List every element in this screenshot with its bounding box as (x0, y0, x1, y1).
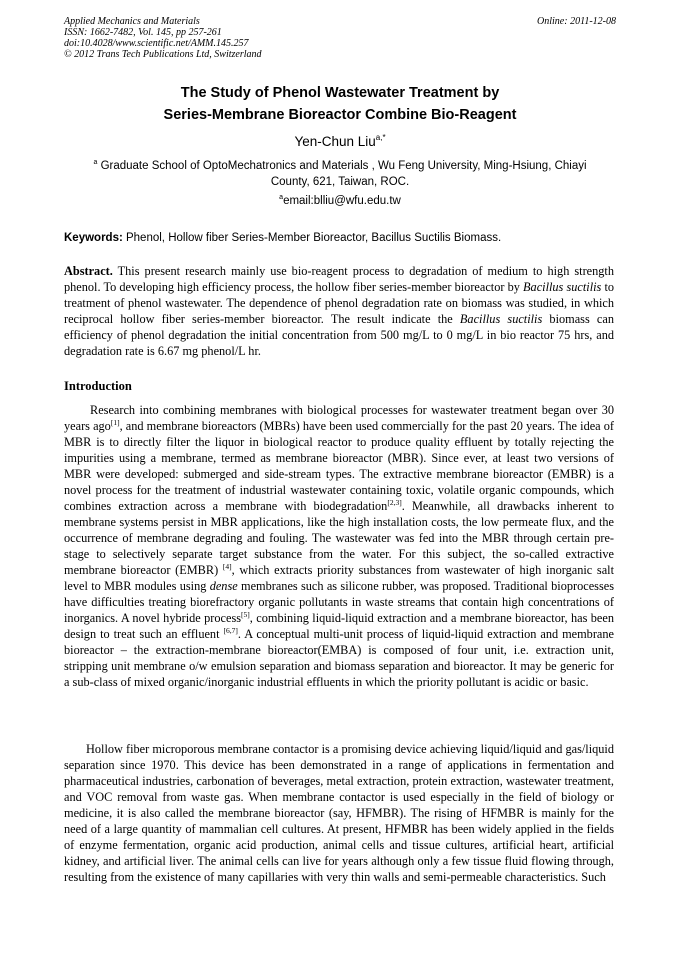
para1-text-5: membranes such as silicone rubber, was proposed. Traditional bioprocesses have difficulties treating biorefractory organic pollutants in waste streams that contain high concentrations of inorganics. A novel hybride process (64, 579, 614, 625)
keywords-label: Keywords: (64, 232, 123, 244)
keywords-line (64, 230, 624, 246)
title-line-2: Series-Membrane Bioreactor Combine Bio-Reagent (163, 107, 517, 123)
email-line (64, 193, 616, 209)
citation-ref[interactable]: [1] (110, 418, 120, 427)
abstract-species-1: Bacillus suctilis (523, 280, 602, 294)
abstract-text-1: This present research mainly use bio-reagent process to degradation of medium to high strength phenol. To developing high efficiency process, the hollow fiber series-member bioreactor by (64, 264, 614, 294)
intro-paragraph-2: Hollow fiber microporous membrane contactor is a promising device achieving liquid/liquid and gas/liquid separation since 1970. This device has been demonstrated in a range of applications in fermentation and pharmaceutical industries, carbonation of beverages, metal extraction, protein extraction, wastewater treatment, and VOC removal from waste gas. When membrane contactor is used especially in the field of biology or medicine, it is also called the membrane bioreactor (say, HFMBR). The rising of HFMBR is mainly for the need of a large quantity of mammalian cell cultures. At present, HFMBR has been widely applied in the fields of enzyme fermentation, organic acid production, animal cells and tissue cultures, artificial heart, artificial kidney, and artificial liver. The animal cells can live for years although only a few tissue fluid flowing through, resulting from the existence of many capillaries with very thin walls and semi-permeable characteristics. Such (64, 742, 614, 884)
affiliation-line-2: County, 621, Taiwan, ROC. (270, 176, 410, 188)
email-superscript: a (279, 194, 284, 201)
publication-header (64, 16, 616, 60)
affiliation (64, 158, 616, 190)
abstract-text-3: biomass can efficiency of phenol degradation the initial concentration from 500 mg/L to 0 mg/L in bio reactor 75 hrs, and degradation rate is 6.67 mg phenol/L hr. (64, 312, 614, 358)
abstract-species-2: Bacillus suctilis (459, 312, 543, 326)
keywords-text: Phenol, Hollow fiber Series-Member Bioreactor, Bacillus Suctilis Biomass. (122, 232, 502, 244)
online-date: Online: 2011-12-08 (537, 16, 616, 27)
para1-italic-dense: dense (209, 579, 238, 593)
email-address[interactable]: email:blliu@wfu.edu.tw (283, 195, 401, 207)
para1-text-1: Research into combining membranes with biological processes for wastewater treatment began over 30 years ago (64, 403, 614, 433)
abstract-paragraph (64, 263, 614, 359)
abstract-text-2: to treatment of phenol wastewater. The dependence of phenol degradation rate on biomass was studied, in which reciprocal hollow fiber series-member bioreactor. The result indicate the (64, 280, 615, 326)
citation-ref[interactable]: [6,7] (223, 626, 238, 635)
citation-ref[interactable]: [5] (241, 610, 250, 619)
citation-ref[interactable]: [4] (222, 562, 232, 571)
para1-text-6: , combining liquid-liquid extraction and a membrane bioreactor, has been design to treat such an effluent (64, 611, 614, 641)
issn-line: ISSN: 1662-7482, Vol. 145, pp 257-261 (64, 27, 222, 38)
author-line (64, 133, 616, 151)
author-superscript: a,* (375, 133, 386, 142)
para1-text-3: . Meanwhile, all drawbacks inherent to membrane systems persist in MBR applications, like the high installation costs, the low permeate flux, and the occurrence of membrane degrading and fouling. The wastewater was fed into the MBR through certain pre-stage to selectively separate target substance from the water. For this subject, the so-called extractive membrane bioreactor (EMBR) (64, 499, 614, 577)
affiliation-line-1: Graduate School of OptoMechatronics and Materials , Wu Feng University, Ming-Hsiung, Chiayi (100, 160, 587, 172)
para1-text-7: . A conceptual multi-unit process of liquid-liquid extraction and membrane bioreactor – the extraction-membrane bioreactor(EMBA) is composed of four unit, i.e. extraction unit, stripping unit membrane o/w emulsion separation and biomass separation and bioreactor. It may be generic for a sub-class of mixed organic/inorganic industrial effluents in which the priority pollutant is acidic or basic. (64, 627, 614, 689)
title-line-1: The Study of Phenol Wastewater Treatment by (180, 85, 500, 101)
doi-line: doi:10.4028/www.scientific.net/AMM.145.257 (64, 38, 249, 49)
section-heading-introduction: Introduction (64, 379, 132, 393)
journal-name: Applied Mechanics and Materials (64, 16, 200, 27)
copyright-line: © 2012 Trans Tech Publications Ltd, Switzerland (64, 49, 262, 60)
citation-ref[interactable]: [2,3] (387, 498, 402, 507)
para1-text-4: , which extracts priority substances from wastewater of high inorganic salt level to MBR modules using (64, 563, 615, 593)
para1-text-2: , and membrane bioreactors (MBRs) have been used commercially for the past 20 years. The idea of MBR is to directly filter the liquor in biological reactor to produce quality effluent by totally rejecting the impurities using a membrane, termed as membrane bioreactor (MBR). Since ever, at least two versions of MBR were developed: submerged and side-stream types. The extractive membrane bioreactor (EMBR) is a novel process for the treatment of industrial wastewater containing toxic, volatile organic compounds, which combines extraction across a membrane with biodegradation (64, 419, 615, 513)
author-name: Yen-Chun Liu (294, 134, 376, 149)
abstract-label: Abstract. (64, 264, 113, 278)
intro-paragraph-1 (64, 402, 614, 690)
affiliation-superscript: a (93, 159, 98, 166)
paper-title (64, 82, 616, 126)
